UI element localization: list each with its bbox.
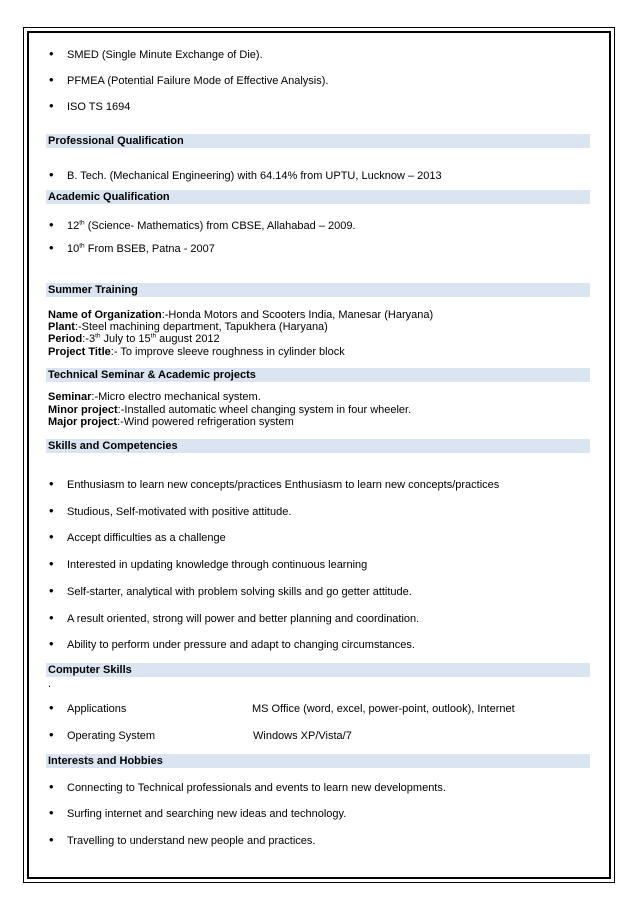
list-item: ISO TS 1694 xyxy=(67,101,131,113)
section-heading-professional: Professional Qualification xyxy=(46,134,590,148)
list-item: Connecting to Technical professionals and events to learn new developments. xyxy=(67,782,446,794)
bullet-icon: • xyxy=(49,556,54,571)
seminar-topic: Seminar:-Micro electro mechanical system. xyxy=(48,391,261,403)
bullet-icon: • xyxy=(49,72,54,87)
computer-skill-label: Applications xyxy=(67,703,127,715)
training-organization: Name of Organization:-Honda Motors and Scooters India, Manesar (Haryana) xyxy=(48,309,434,321)
bullet-icon: • xyxy=(49,46,54,61)
computer-skill-value: Windows XP/Vista/7 xyxy=(253,730,352,742)
list-item: PFMEA (Potential Failure Mode of Effective Analysis). xyxy=(67,75,329,87)
bullet-icon: • xyxy=(49,700,54,715)
section-heading-training: Summer Training xyxy=(46,283,590,297)
list-item: SMED (Single Minute Exchange of Die). xyxy=(67,49,263,61)
list-item: 12th (Science- Mathematics) from CBSE, Allahabad – 2009. xyxy=(67,219,356,232)
minor-project: Minor project:-Installed automatic wheel changing system in four wheeler. xyxy=(48,404,412,416)
training-plant: Plant:-Steel machining department, Tapukhera (Haryana) xyxy=(48,321,328,333)
section-heading-computer: Computer Skills xyxy=(46,663,590,677)
section-heading-seminar: Technical Seminar & Academic projects xyxy=(46,368,590,382)
list-item: 10th From BSEB, Patna - 2007 xyxy=(67,242,215,255)
list-item: B. Tech. (Mechanical Engineering) with 64.14% from UPTU, Lucknow – 2013 xyxy=(67,170,442,182)
bullet-icon: • xyxy=(49,727,54,742)
bullet-icon: • xyxy=(49,529,54,544)
computer-skill-value: MS Office (word, excel, power-point, outlook), Internet xyxy=(252,703,515,715)
bullet-icon: • xyxy=(49,805,54,820)
section-heading-skills: Skills and Competencies xyxy=(46,439,590,453)
bullet-icon: • xyxy=(49,98,54,113)
list-item: Studious, Self-motivated with positive attitude. xyxy=(67,506,292,518)
bullet-icon: • xyxy=(49,610,54,625)
bullet-icon: • xyxy=(49,167,54,182)
bullet-icon: • xyxy=(49,217,54,232)
bullet-icon: • xyxy=(49,240,54,255)
list-item: Accept difficulties as a challenge xyxy=(67,532,226,544)
stray-dot: . xyxy=(48,678,52,690)
list-item: Self-starter, analytical with problem solving skills and go getter attitude. xyxy=(67,586,412,598)
major-project: Major project:-Wind powered refrigeration system xyxy=(48,416,294,428)
list-item: Travelling to understand new people and practices. xyxy=(67,835,316,847)
list-item: Ability to perform under pressure and adapt to changing circumstances. xyxy=(67,639,415,651)
computer-skill-label: Operating System xyxy=(67,730,156,742)
list-item: Surfing internet and searching new ideas and technology. xyxy=(67,808,347,820)
section-heading-interests: Interests and Hobbies xyxy=(46,754,590,768)
list-item: A result oriented, strong will power and better planning and coordination. xyxy=(67,613,420,625)
bullet-icon: • xyxy=(49,832,54,847)
bullet-icon: • xyxy=(49,583,54,598)
bullet-icon: • xyxy=(49,503,54,518)
section-heading-academic: Academic Qualification xyxy=(46,190,590,204)
list-item: Enthusiasm to learn new concepts/practices Enthusiasm to learn new concepts/practices xyxy=(67,479,500,491)
bullet-icon: • xyxy=(49,779,54,794)
bullet-icon: • xyxy=(49,636,54,651)
page-border-inner xyxy=(27,31,611,879)
training-period: Period:-3th July to 15th august 2012 xyxy=(48,332,220,345)
bullet-icon: • xyxy=(49,476,54,491)
list-item: Interested in updating knowledge through continuous learning xyxy=(67,559,368,571)
training-project-title: Project Title:- To improve sleeve roughness in cylinder block xyxy=(48,346,345,358)
